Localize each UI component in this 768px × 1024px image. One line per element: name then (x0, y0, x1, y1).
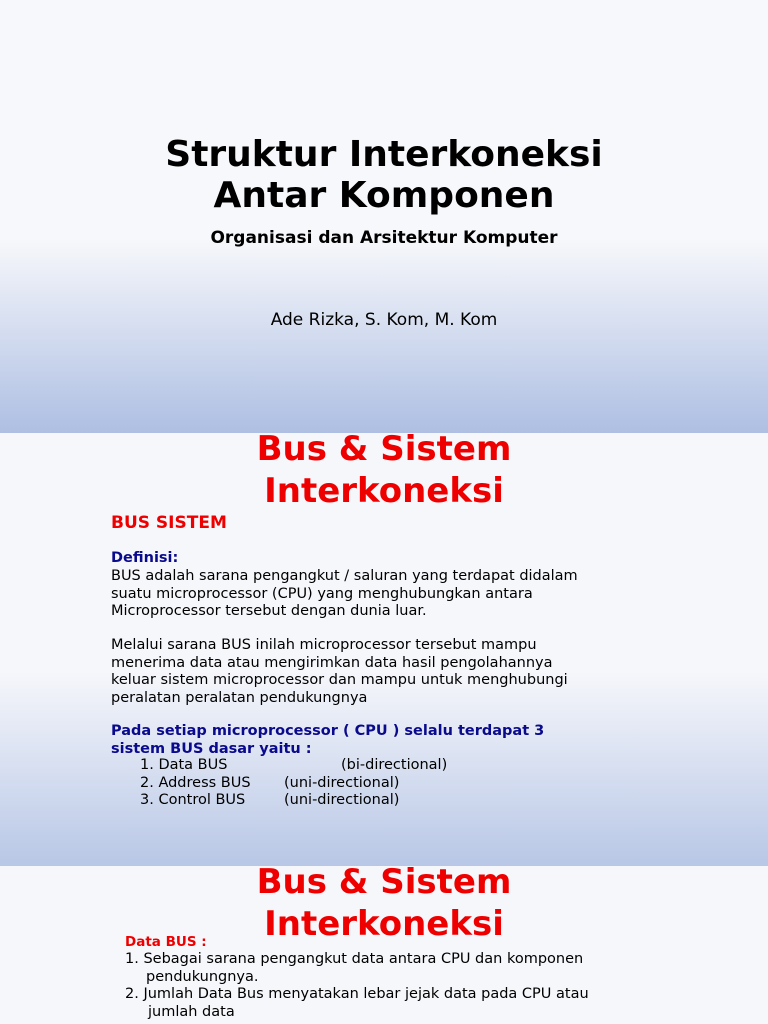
definition-text (111, 568, 611, 621)
paragraph-line: keluar sistem microprocessor dan mampu untuk menghubungi (111, 672, 568, 688)
section-heading: BUS SISTEM (111, 513, 227, 533)
bus-type-label: 1. Data BUS (140, 757, 228, 773)
definition-label: Definisi: (111, 550, 179, 566)
bus-type-label: 2. Address BUS (140, 774, 251, 791)
slide-title-line-2: Interkoneksi (264, 904, 504, 944)
definition-line: Microprocessor tersebut dengan dunia luar. (111, 603, 427, 619)
paragraph-line: peralatan peralatan pendukungnya (111, 689, 368, 706)
data-bus-label: Data BUS : (125, 934, 207, 950)
paragraph-line: Melalui sarana BUS inilah microprocessor tersebut mampu (111, 637, 537, 653)
list-item (125, 986, 645, 1021)
slide-title-line-2: Interkoneksi (264, 471, 504, 511)
point-line: 2. Jumlah Data Bus menyatakan lebar jejak data pada CPU atau (125, 986, 589, 1002)
data-bus-points (125, 951, 645, 1021)
emphasis-text (111, 723, 591, 758)
definition-line: suatu microprocessor (CPU) yang menghubungkan antara (111, 585, 533, 602)
slide-title (0, 433, 768, 512)
emphasis-line: Pada setiap microprocessor ( CPU ) selalu terdapat 3 (111, 723, 545, 739)
point-line: 1. Sebagai sarana pengangkut data antara CPU dan komponen (125, 951, 584, 967)
author: Ade Rizka, S. Kom, M. Kom (270, 310, 498, 330)
bus-type-direction: (uni-directional) (284, 774, 400, 791)
bus-type-direction: (uni-directional) (284, 792, 400, 808)
title-line-2: Antar Komponen (213, 175, 555, 216)
slide-title (0, 866, 768, 945)
description-paragraph (111, 637, 611, 707)
list-item (125, 951, 645, 986)
bus-type-label: 3. Control BUS (140, 792, 246, 808)
point-continuation: pendukungnya. (146, 968, 259, 985)
slide-title-line-1: Bus & Sistem (256, 433, 512, 469)
paragraph-line: menerima data atau mengirimkan data hasil pengolahannya (111, 654, 553, 671)
point-continuation: jumlah data (148, 1003, 235, 1020)
slide-2 (0, 433, 768, 866)
bus-type-direction: (bi-directional) (341, 757, 448, 773)
slide-1 (0, 0, 768, 433)
slide-3 (0, 866, 768, 1024)
subtitle: Organisasi dan Arsitektur Komputer (210, 228, 558, 248)
definition-line: BUS adalah sarana pengangkut / saluran yang terdapat didalam (111, 568, 578, 584)
slide-title-line-1: Bus & Sistem (256, 866, 512, 902)
emphasis-line: sistem BUS dasar yaitu : (111, 740, 312, 757)
title-line-1: Struktur Interkoneksi (165, 134, 603, 175)
presentation-title (0, 134, 768, 216)
